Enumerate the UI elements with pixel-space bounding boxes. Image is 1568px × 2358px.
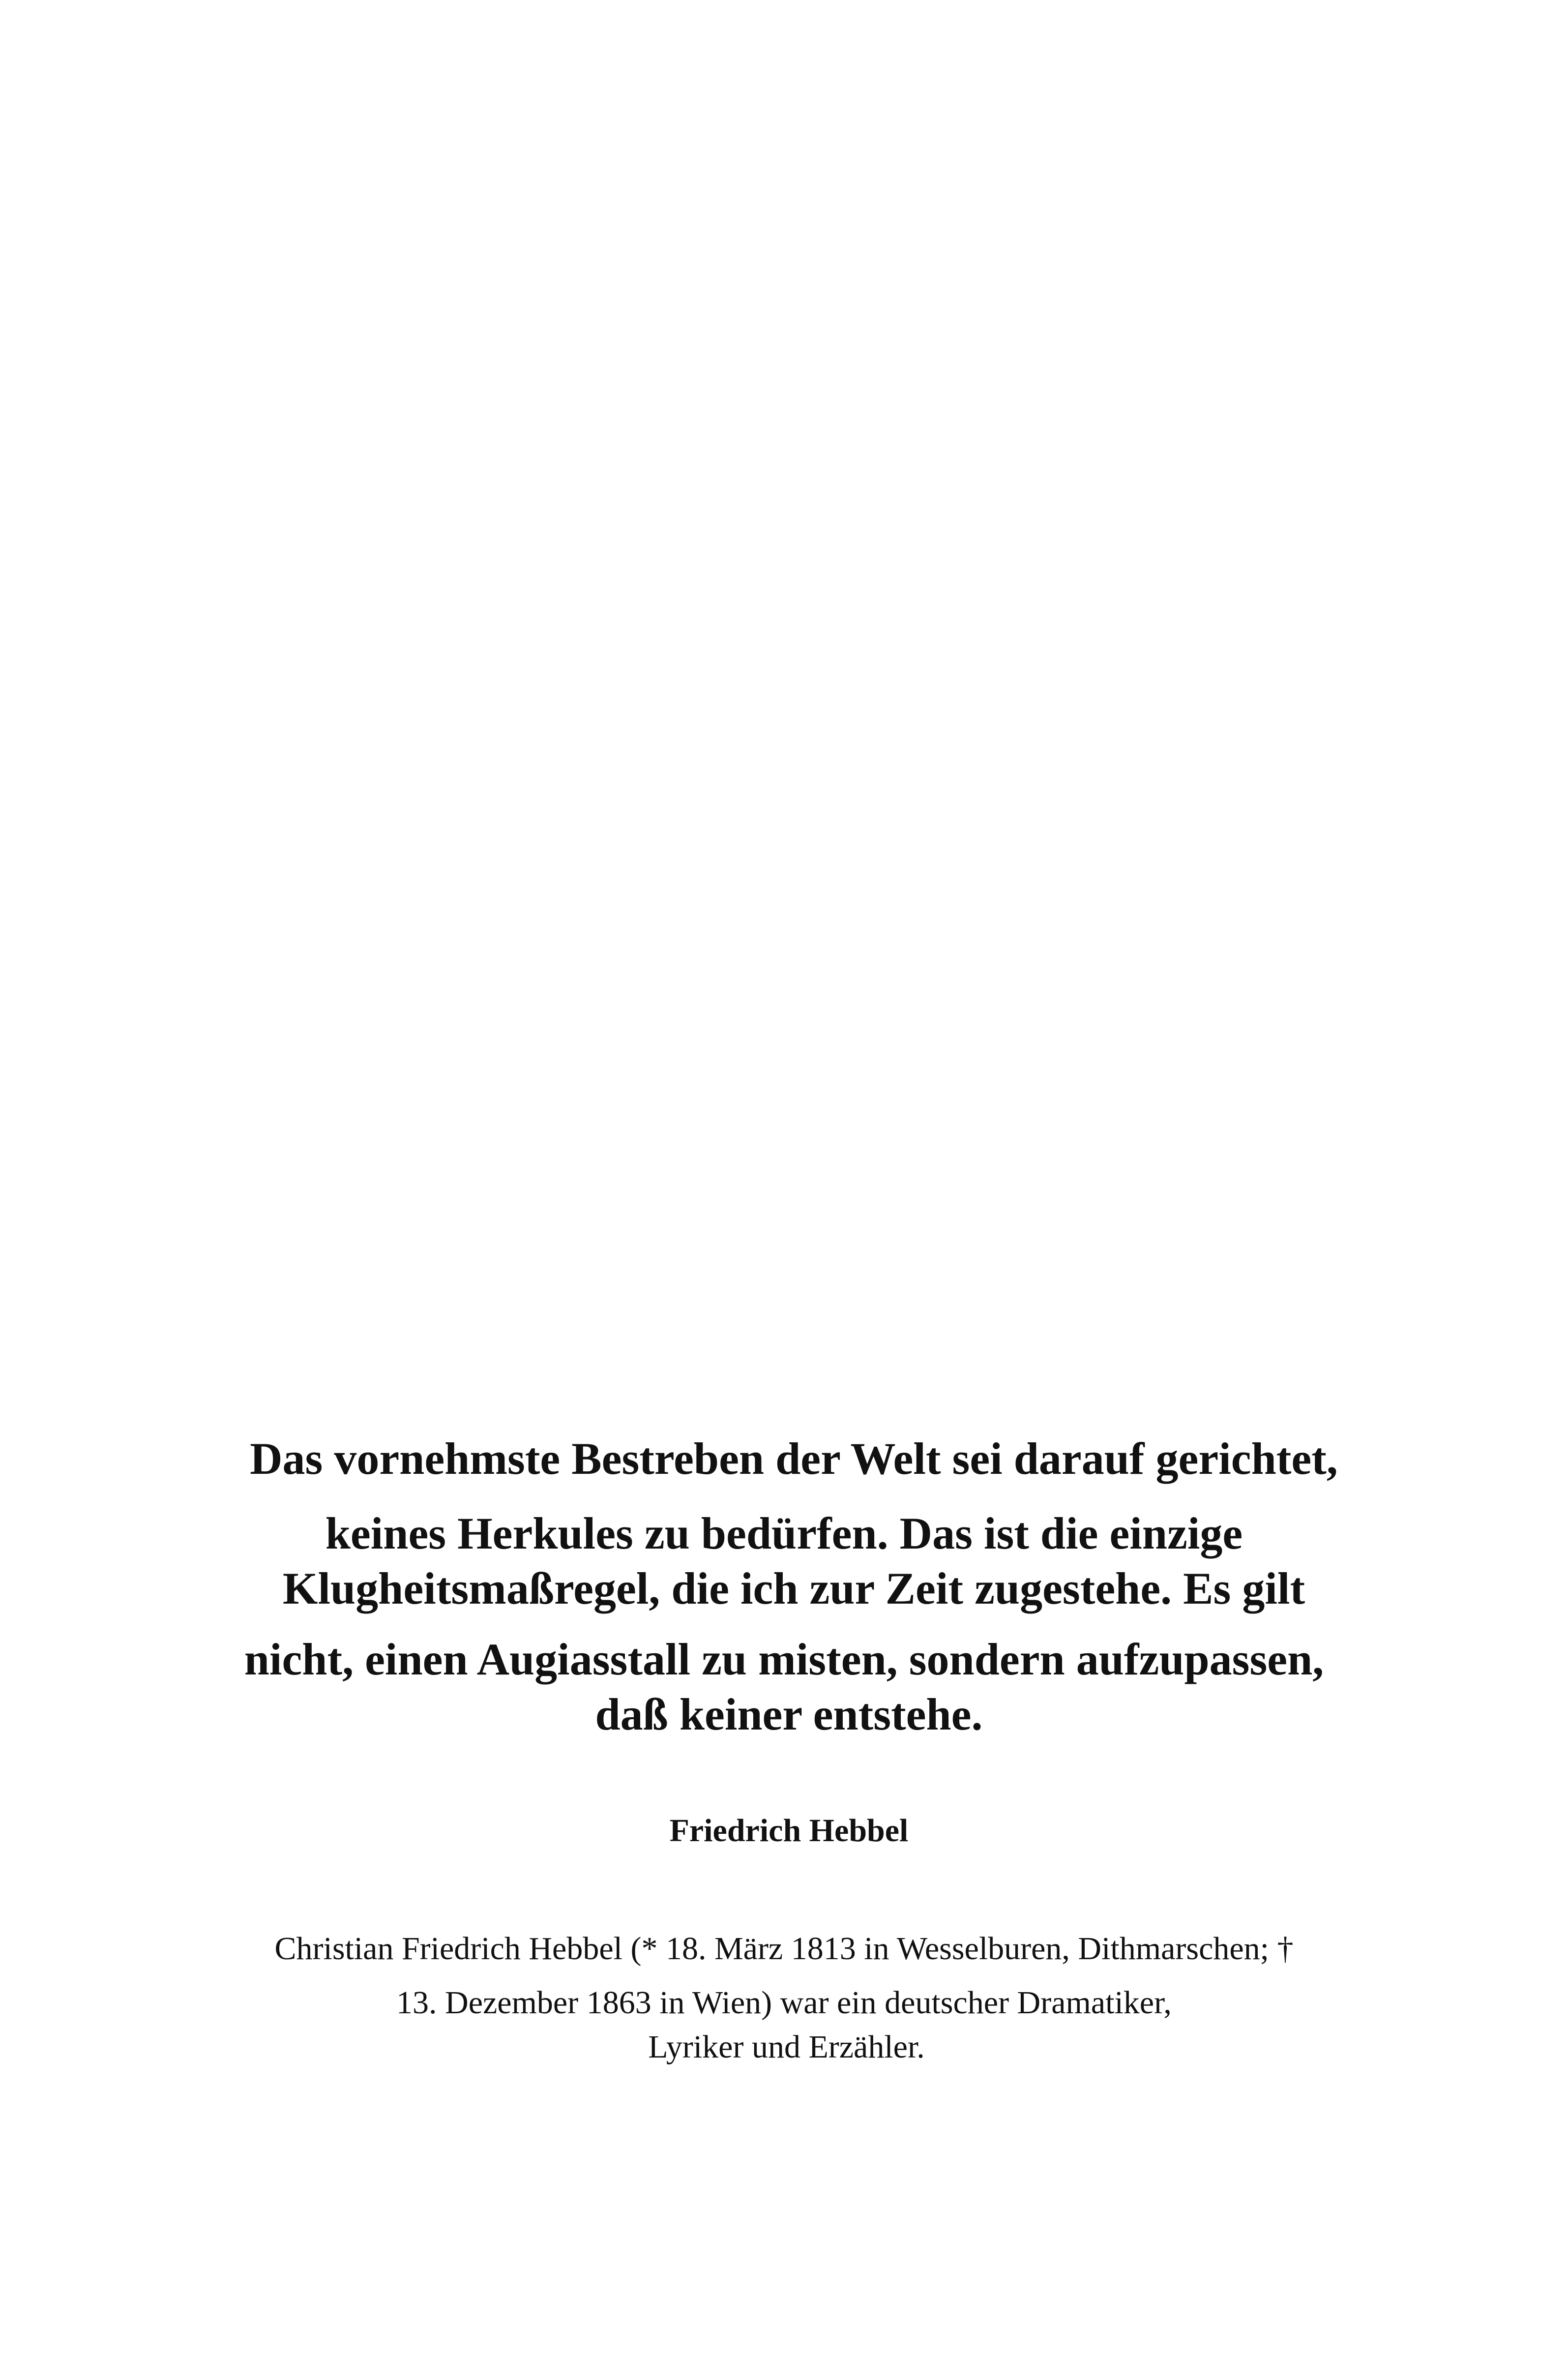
- quote-line-5: daß keiner entstehe.: [595, 1689, 983, 1739]
- quote-line-1: Das vornehmste Bestreben der Welt sei darauf gerichtet,: [250, 1433, 1338, 1484]
- bio-line-2: 13. Dezember 1863 in Wien) war ein deutscher Dramatiker,: [396, 1985, 1172, 2021]
- quote-line-4: nicht, einen Augiasstall zu misten, sondern aufzupassen,: [244, 1634, 1324, 1684]
- author-name: Friedrich Hebbel: [669, 1813, 909, 1849]
- bio-line-3: Lyriker und Erzähler.: [648, 2029, 925, 2065]
- quote-line-3: Klugheitsmaßregel, die ich zur Zeit zugestehe. Es gilt: [282, 1563, 1305, 1613]
- bio-line-1: Christian Friedrich Hebbel (* 18. März 1813 in Wesselburen, Dithmarschen; †: [274, 1931, 1294, 1967]
- quote-line-2: keines Herkules zu bedürfen. Das ist die einzige: [325, 1508, 1243, 1558]
